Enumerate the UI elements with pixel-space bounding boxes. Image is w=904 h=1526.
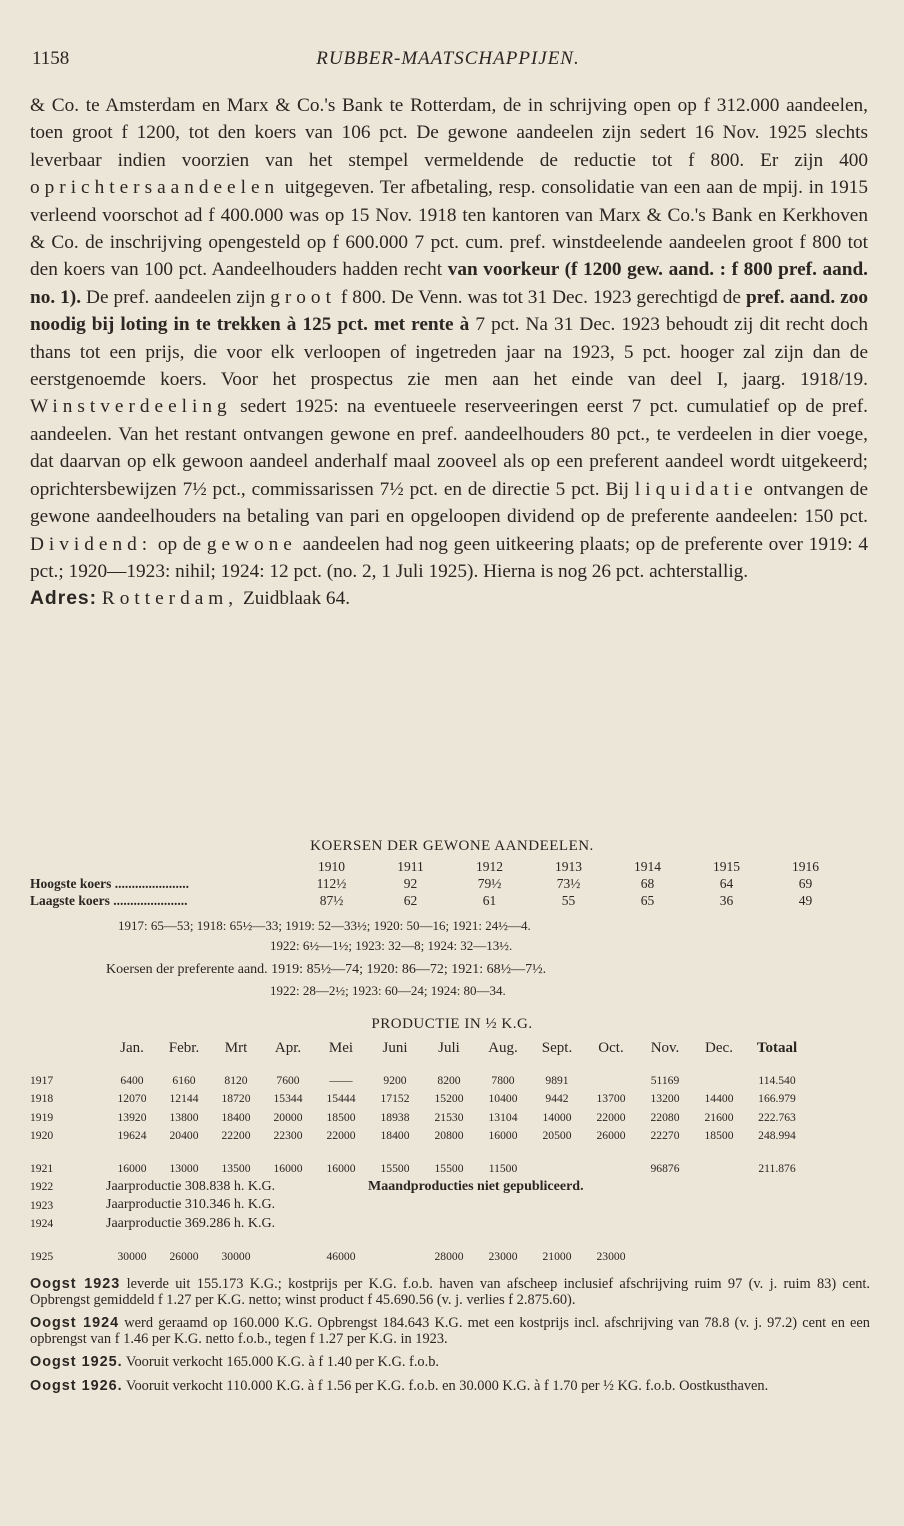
address-line: Adres: Rotterdam, Zuidblaak 64.	[30, 588, 351, 610]
oogst-1926: Oogst 1926. Vooruit verkocht 110.000 K.G. à f 1.56 per K.G. f.o.b. en 30.000 K.G. à f 1.70 per ½ KG. f.o.b. Oostkusthaven.	[30, 1377, 769, 1394]
preferente-line-1: Koersen der preferente aand. 1919: 85½—74; 1920: 86—72; 1921: 68½—7½.	[106, 962, 547, 977]
value-cell: 15344	[273, 1092, 303, 1106]
oogst-1925: Oogst 1925. Vooruit verkocht 165.000 K.G. à f 1.40 per K.G. f.o.b.	[30, 1354, 440, 1370]
productie-title: PRODUCTIE IN ½ K.G.	[371, 1016, 533, 1032]
value-cell: 22080	[650, 1110, 680, 1124]
value-cell: 18500	[326, 1110, 356, 1124]
value-cell: 11500	[488, 1161, 518, 1175]
column-header: Juli	[438, 1040, 460, 1056]
value-cell: 15500	[434, 1161, 464, 1175]
value-cell: 15200	[434, 1092, 464, 1106]
column-header: Apr.	[274, 1040, 302, 1056]
value-cell: 18400	[221, 1110, 251, 1124]
table-row	[30, 1196, 808, 1215]
value-cell: 248.994	[758, 1129, 796, 1143]
table-row	[30, 1178, 808, 1197]
year-cell: 1925	[30, 1249, 54, 1263]
value-cell: 13800	[169, 1110, 199, 1124]
value-cell: 26000	[596, 1129, 626, 1143]
value-cell: 6160	[172, 1073, 196, 1087]
table-row	[30, 1215, 808, 1234]
value-cell: 22000	[326, 1129, 356, 1143]
value-cell: 20400	[169, 1129, 199, 1143]
productie-table	[30, 1040, 808, 1266]
value-cell: 30000	[117, 1249, 147, 1263]
year-cell: 1924	[30, 1217, 54, 1231]
value-cell: 16000	[273, 1161, 303, 1175]
value-cell: 13920	[117, 1110, 147, 1124]
body-text	[30, 92, 868, 613]
running-title: RUBBER-MAATSCHAPPIJEN.	[316, 48, 580, 69]
productie-header-row	[30, 1040, 808, 1071]
koersen-table	[30, 858, 845, 909]
column-header: Febr.	[168, 1040, 200, 1056]
year-cell: 1922	[30, 1180, 54, 1194]
koersen-line-1: 1917: 65—53; 1918: 65½—33; 1919: 52—33½; 1920: 50—16; 1921: 24½—4.	[118, 918, 531, 933]
value-cell: 166.979	[758, 1092, 796, 1106]
value-cell: 20500	[542, 1129, 572, 1143]
value-cell: 8120	[224, 1073, 248, 1087]
value-cell	[692, 1159, 746, 1178]
value-cell: 51169	[650, 1073, 680, 1087]
year-cell: 1917	[30, 1073, 54, 1087]
oogst-1924: Oogst 1924 werd geraamd op 160.000 K.G. Opbrengst 184.643 K.G. met een kostprijs incl. afschrijving van 78.8 (v. j. 97.2) cent en een opbrengst van f 1.46 per K.G. netto f.o.b., tegen f 1.27 per K.G. in 1923.	[30, 1315, 871, 1347]
year-cell: 1914	[634, 858, 661, 874]
column-header: Sept.	[541, 1040, 573, 1056]
value-cell	[692, 1247, 746, 1266]
year-cell: 1920	[30, 1129, 54, 1143]
value-cell: 22200	[221, 1129, 251, 1143]
value-cell: 22300	[273, 1129, 303, 1143]
value-cell: 23000	[488, 1249, 518, 1263]
spacer-row	[30, 1145, 808, 1159]
jaarproductie-text: Jaarproductie 369.286 h. K.G.	[106, 1215, 276, 1231]
table-row: Laagste koers ...................... 87½ 62 61 55 65 36 49	[30, 892, 813, 908]
spacer-row	[30, 1233, 808, 1247]
column-header: Oct.	[598, 1040, 624, 1056]
value-cell: 21530	[434, 1110, 464, 1124]
value-cell: 15444	[326, 1092, 356, 1106]
value-cell: 9442	[545, 1092, 569, 1106]
value-cell: 10400	[488, 1092, 518, 1106]
value-cell: 15500	[380, 1161, 410, 1175]
year-cell: 1916	[792, 858, 819, 874]
value-cell: 211.876	[758, 1161, 796, 1175]
year-cell: 1923	[30, 1198, 54, 1212]
value-cell: 19624	[117, 1129, 147, 1143]
value-cell: 20800	[434, 1129, 464, 1143]
value-cell	[584, 1159, 638, 1178]
year-cell: 1919	[30, 1110, 54, 1124]
value-cell: 16000	[488, 1129, 518, 1143]
column-header	[30, 1040, 106, 1071]
oogst-section	[30, 1277, 870, 1402]
year-cell: 1918	[30, 1092, 54, 1106]
value-cell: 16000	[117, 1161, 147, 1175]
value-cell: 114.540	[758, 1073, 796, 1087]
value-cell: 16000	[326, 1161, 356, 1175]
value-cell: 96876	[650, 1161, 680, 1175]
value-cell: 22000	[596, 1110, 626, 1124]
value-cell: 8200	[437, 1073, 461, 1087]
value-cell: 30000	[221, 1249, 251, 1263]
koersen-year-row	[30, 858, 845, 875]
table-row	[30, 1108, 808, 1127]
value-cell: 7800	[491, 1073, 515, 1087]
year-cell: 1911	[397, 858, 424, 874]
year-cell: 1921	[30, 1161, 54, 1175]
value-cell: 21600	[704, 1110, 734, 1124]
value-cell: 28000	[434, 1249, 464, 1263]
oogst-1923: Oogst 1923 leverde uit 155.173 K.G.; kostprijs per K.G. f.o.b. haven van afscheep inclusief afschrijving ruim 97 (v. j. ruim 83) cent. Opbrengst gemiddeld f 1.27 per K.G. netto; winst product f 45.690.56 (v. j. verlies f 2.875.60).	[30, 1276, 870, 1308]
value-cell: ——	[329, 1073, 353, 1087]
column-header: Totaal	[756, 1040, 798, 1056]
year-cell: 1913	[555, 858, 582, 874]
preferente-line-2: 1922: 28—2½; 1923: 60—24; 1924: 80—34.	[270, 983, 506, 998]
value-cell: 18400	[380, 1129, 410, 1143]
value-cell: 13700	[596, 1092, 626, 1106]
row-label: Laagste koers ......................	[30, 892, 188, 908]
value-cell: 17152	[380, 1092, 410, 1106]
value-cell: 13200	[650, 1092, 680, 1106]
jaarproductie-note	[368, 1196, 808, 1215]
value-cell: 13000	[169, 1161, 199, 1175]
column-header: Juni	[382, 1040, 408, 1056]
table-row	[30, 1127, 808, 1146]
value-cell: 22270	[650, 1129, 680, 1143]
column-header: Jan.	[120, 1040, 144, 1056]
jaarproductie-text: Jaarproductie 310.346 h. K.G.	[106, 1197, 276, 1213]
value-cell	[530, 1159, 584, 1178]
value-cell: 6400	[120, 1073, 144, 1087]
value-cell: 14400	[704, 1092, 734, 1106]
value-cell	[584, 1071, 638, 1090]
value-cell: 18500	[704, 1129, 734, 1143]
value-cell	[368, 1247, 422, 1266]
column-header: Mei	[328, 1040, 354, 1056]
column-header: Aug.	[488, 1040, 518, 1056]
value-cell: 12144	[169, 1092, 199, 1106]
page-number: 1158	[32, 48, 70, 69]
row-label: Hoogste koers ......................	[30, 875, 189, 891]
year-cell: 1912	[476, 858, 503, 874]
value-cell: 46000	[326, 1249, 356, 1263]
value-cell	[638, 1247, 692, 1266]
value-cell: 18720	[221, 1092, 251, 1106]
value-cell: 14000	[542, 1110, 572, 1124]
column-header: Nov.	[650, 1040, 680, 1056]
page-header	[32, 48, 864, 78]
table-row	[30, 1159, 808, 1178]
koersen-title: KOERSEN DER GEWONE AANDEELEN.	[310, 838, 594, 854]
jaarproductie-note	[368, 1215, 808, 1234]
value-cell	[746, 1247, 808, 1266]
value-cell: 7600	[276, 1073, 300, 1087]
table-row	[30, 1090, 808, 1109]
year-cell: 1910	[318, 858, 345, 874]
value-cell: 13500	[221, 1161, 251, 1175]
value-cell: 18938	[380, 1110, 410, 1124]
jaarproductie-text: Jaarproductie 308.838 h. K.G.	[106, 1178, 276, 1194]
table-row	[30, 1071, 808, 1090]
value-cell	[262, 1247, 314, 1266]
value-cell: 9891	[545, 1073, 569, 1087]
jaarproductie-note: Maandproducties niet gepubliceerd.	[368, 1178, 584, 1194]
value-cell: 20000	[273, 1110, 303, 1124]
year-cell: 1915	[713, 858, 740, 874]
value-cell: 13104	[488, 1110, 518, 1124]
value-cell: 23000	[596, 1249, 626, 1263]
column-header: Dec.	[705, 1040, 733, 1056]
table-row	[30, 1247, 808, 1266]
table-row: Hoogste koers ...................... 112½ 92 79½ 73½ 68 64 69	[30, 875, 813, 891]
main-paragraph: & Co. te Amsterdam en Marx & Co.'s Bank te Rotterdam, de in schrijving open op f 312.000 aandeelen, toen groot f 1200, tot den koers van 106 pct. De gewone aandeelen zijn sedert 16 Nov. 1925 slechts leverbaar indien voorzien van het stempel vermeldende de reductie tot f 800. Er zijn 400 oprichtersaandeelen uitgegeven. Ter afbetaling, resp. consolidatie van een aan de mpij. in 1915 verleend voorschot ad f 400.000 was op 15 Nov. 1918 ten kantoren van Marx & Co.'s Bank en Kerkhoven & Co. de inschrijving opengesteld op f 600.000 7 pct. cum. pref. winstdeelende aandeelen groot f 800 tot den koers van 100 pct. Aandeelhouders hadden recht van voorkeur (f 1200 gew. aand. : f 800 pref. aand. no. 1). De pref. aandeelen zijn groot f 800. De Venn. was tot 31 Dec. 1923 gerechtigd de pref. aand. zoo noodig bij loting in te trekken à 125 pct. met rente à 7 pct. Na 31 Dec. 1923 behoudt zij dit recht doch thans tot een prijs, die voor elk verloopen of ingetreden jaar na 1923, 5 pct. hooger zal zijn dan de eerstgenoemde koers. Voor het prospectus zie men aan het einde van deel I, jaarg. 1918/19. Winstverdeeling sedert 1925: na eventueele reserveeringen eerst 7 pct. cumulatief op de pref. aandeelen. Van het restant ontvangen gewone en pref. aandeelhouders 80 pct., te verdeelen in dier voege, dat daarvan op elk gewoon aandeel anderhalf maal zooveel als op een preferent aandeel wordt uitgekeerd; oprichtersbewijzen 7½ pct., commissarissen 7½ pct. en de directie 5 pct. Bij liquidatie ontvangen de gewone aandeelhouders na betaling van pari en opgeloopen dividend op de preferente aandeelen: 150 pct. Dividend: op de gewone aandeelen had nog geen uitkeering plaats; op de preferente over 1919: 4 pct.; 1920—1923: nihil; 1924: 12 pct. (no. 2, 1 Juli 1925). Hierna is nog 26 pct. achterstallig.	[30, 95, 869, 582]
value-cell: 9200	[383, 1073, 407, 1087]
value-cell: 21000	[542, 1249, 572, 1263]
koersen-line-2: 1922: 6½—1½; 1923: 32—8; 1924: 32—13½.	[270, 938, 513, 953]
value-cell	[692, 1071, 746, 1090]
column-header: Mrt	[224, 1040, 248, 1056]
value-cell: 26000	[169, 1249, 199, 1263]
value-cell: 12070	[117, 1092, 147, 1106]
value-cell: 222.763	[758, 1110, 796, 1124]
